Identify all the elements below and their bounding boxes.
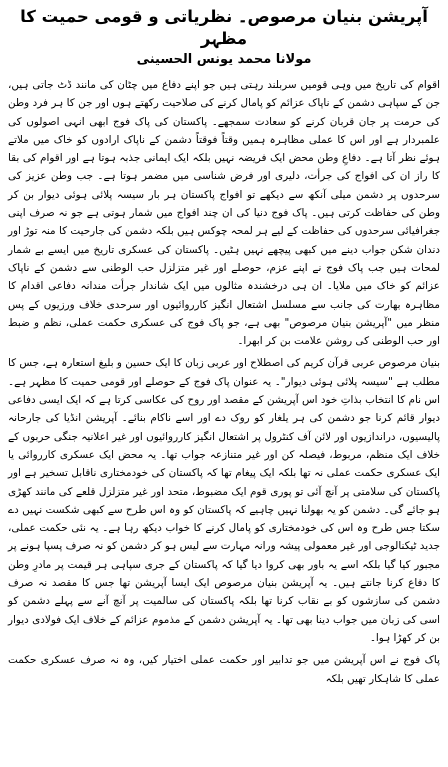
article-paragraph-1: اقوام کی تاریخ میں وہی قومیں سربلند رہتی ہیں جو اپنے دفاع میں چٹان کی مانند ڈٹ جاتی ہیں، جن کے سپاہی دشمن کے ناپاک عزائم کو پامال کرنے کی صلاحیت رکھتے ہوں اور جن کا ہر فرد وطن کی حرمت پر جان قربان کرنے کو سعادت سمجھے۔ پاکستان کی پاک فوج ابھی انہی اصولوں کی علمبردار ہے اور اس کا عملی مظاہرہ ہمیں وقتاً فوقتاً دشمن کے ناپاک ارادوں کو خاک میں ملاتے ہوئے نظر آتا ہے۔ دفاعِ وطن محض ایک فریضہ نہیں بلکہ ایک ایمانی جذبہ ہوتا ہے اور اقوام کی بقا کا راز ان کی افواج کی جرأت، دلیری اور فرض شناسی میں مضمر ہوتا ہے۔ جب وطن عزیز کی سرحدوں پر دشمن میلی آنکھ سے دیکھے تو افواج پاکستان ہر بار سیسہ پلائی ہوئی دیوار بن کر وطن کی حفاظت کرتی ہیں۔ پاک فوج دنیا کی ان چند افواج میں شمار ہوتی ہے جو نہ صرف اپنی جغرافیائی سرحدوں کی حفاظت کے لیے ہر لمحہ چوکس ہیں بلکہ دشمن کی جارحیت کا منہ توڑ اور دندان شکن جواب دینے میں کبھی پیچھے نہیں ہٹیں۔ پاکستان کی عسکری تاریخ میں ایسے بے شمار لمحات ہیں جب پاک فوج نے اپنے عزم، حوصلے اور غیر متزلزل حب الوطنی سے دشمن کے ناپاک عزائم کو خاک میں ملایا۔ ان ہی درخشندہ مثالوں میں ایک شاندار جرأت مندانہ دفاعی اقدام کا مظاہرہ بھارت کی جانب سے مسلسل اشتعال انگیز کارروائیوں اور سرحدی خلاف ورزیوں کے پس منظر میں "آپریشن بنیان مرصوص" بھی ہے، جو پاک فوج کی عسکری حکمت عملی، نظم و ضبط اور حب الوطنی کی روشن علامت بن کر ابھرا۔ [8, 79, 440, 348]
article-paragraph-3: پاک فوج نے اس آپریشن میں جو تدابیر اور حکمت عملی اختیار کیں، وہ نہ صرف عسکری حکمت عملی کا شاہکار تھیں بلکہ [8, 654, 440, 685]
article-headline: آپریشن بنیان مرصوص۔ نظریاتی و قومی حمیت کا مظہر [20, 7, 428, 48]
article-byline: مولانا محمد یونس الحسینی [136, 52, 312, 67]
article-paragraph-2: بنیان مرصوص عربی قرآن کریم کی اصطلاح اور عربی زبان کا ایک حسین و بلیغ استعارہ ہے، جس کا مطلب ہے "سیسہ پلائی ہوئی دیوار"۔ یہ عنوان پاک فوج کے حوصلے اور قومی حمیت کا مظہر ہے۔ اس نام کا انتخاب بذاتِ خود اس آپریشن کے مقصد اور روح کی عکاسی کرتا ہے کہ ایک ایسی دفاعی دیوار قائم کرنا جو دشمن کی ہر یلغار کو روک دے اور اسے ناکام بنائے۔ آپریشن انڈیا کی جارحانہ پالیسیوں، دراندازیوں اور لائن آف کنٹرول پر اشتعال انگیز کارروائیوں اور غیر اعلانیہ جنگی حربوں کے خلاف ایک منظم، مربوط، فیصلہ کن اور غیر متنازعہ جواب تھا۔ یہ محض ایک عسکری کارروائی یا ایک عسکری حکمت عملی نہ تھا بلکہ ایک پیغام تھا کہ پاکستان کی خودمختاری ناقابل تسخیر ہے اور پاکستان کی سلامتی پر آنچ آئی تو پوری قوم ایک مضبوط، متحد اور غیر متزلزل قلعے کی مانند کھڑی ہو جائے گی۔ دشمن کو یہ بھولنا نہیں چاہیے کہ پاکستان کو وہ اس طرح سے کبھی شکست نہیں دے سکتا جس طرح وہ اس کی خودمختاری کو پامال کرنے کا خواب دیکھ رہا ہے۔ یہ نئی حکمت عملی، جدید ٹیکنالوجی اور غیر معمولی پیشہ ورانہ مہارت سے لیس ہو کر دشمن کو نہ صرف پسپا ہونے پر مجبور کیا گیا بلکہ اسے یہ باور بھی کروا دیا گیا کہ پاکستان کے جری سپاہی ہر قیمت پر مادرِ وطن کا دفاع کرنا جانتے ہیں۔ یہ آپریشن بنیان مرصوص ایک ایسا آپریشن تھا جس کا مقصد نہ صرف دشمن کی سازشوں کو بے نقاب کرنا تھا بلکہ پاکستان کی سالمیت پر آنچ آنے سے پہلے دشمن کو اسی کی زبان میں جواب دینا بھی تھا۔ یہ آپریشن دشمن کے مذموم عزائم کے خلاف ایک فولادی دیوار بن کر کھڑا ہوا۔ [8, 357, 440, 644]
